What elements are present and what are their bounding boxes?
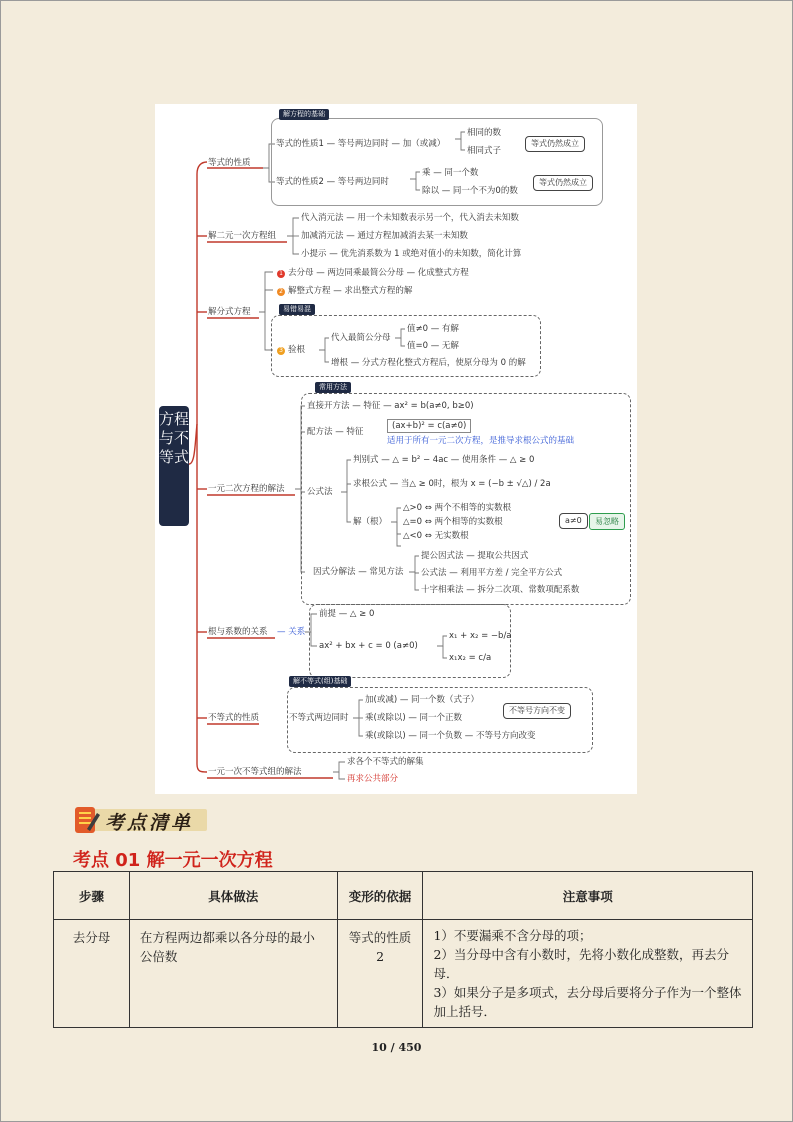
quadratic-root-case-3: △<0 ⇔ 无实数根 bbox=[403, 531, 469, 541]
branch-ineq-system: 一元一次不等式组的解法 bbox=[208, 767, 302, 777]
branch-vieta: 根与系数的关系 bbox=[208, 627, 268, 637]
fraction-step-3: 3 验根 bbox=[277, 345, 305, 355]
branch-fraction-eq: 解分式方程 bbox=[208, 307, 251, 317]
eq-property-2-result: 等式仍然成立 bbox=[533, 175, 593, 191]
quadratic-complete-note: 适用于所有一元二次方程，是推导求根公式的基础 bbox=[387, 436, 575, 446]
eq-property-1b: 相同式子 bbox=[467, 146, 502, 156]
header-basis: 变形的依据 bbox=[337, 872, 423, 920]
inequality-tag: 解不等式(组)基础 bbox=[289, 676, 351, 687]
inequality-result: 不等号方向不变 bbox=[503, 703, 571, 719]
eq-property-1a: 相同的数 bbox=[467, 128, 502, 138]
header-method: 具体做法 bbox=[129, 872, 337, 920]
cell-basis: 等式的性质 2 bbox=[337, 920, 423, 1028]
mind-map-root: 方程与不等式 bbox=[159, 406, 189, 526]
quadratic-formula: 公式法 bbox=[307, 487, 333, 497]
quadratic-roots-label: 解（根） bbox=[353, 517, 388, 527]
eq-property-2b: 除以 — 同一个不为0的数 bbox=[422, 186, 518, 196]
vieta-relation: — 关系 bbox=[277, 627, 306, 637]
mind-map bbox=[155, 104, 637, 794]
ineq-system-b: 再求公共部分 bbox=[347, 774, 399, 784]
quadratic-root-formula: 求根公式 — 当△ ≥ 0时，根为 x = (−b ± √△) / 2a bbox=[353, 479, 551, 489]
inequality-rule-1: 加(或减) — 同一个数（式子） bbox=[365, 695, 480, 705]
quadratic-direct: 直接开方法 — 特征 — ax² = b(a≠0, b≥0) bbox=[307, 401, 474, 411]
inequality-rule-3: 乘(或除以) — 同一个负数 — 不等号方向改变 bbox=[365, 731, 536, 741]
branch-eq-property: 等式的性质 bbox=[208, 158, 251, 168]
fraction-verify-sub: 代入最简公分母 bbox=[331, 333, 391, 343]
linear-system-1: 代入消元法 — 用一个未知数表示另一个，代入消去未知数 bbox=[301, 213, 519, 223]
fraction-verify-zero: 值=0 — 无解 bbox=[407, 341, 459, 351]
branch-inequality: 不等式的性质 bbox=[208, 713, 260, 723]
branch-linear-system: 解二元一次方程组 bbox=[208, 231, 277, 241]
quadratic-a-ne-0: a≠0 bbox=[559, 513, 588, 529]
linear-system-3: 小提示 — 优先消系数为 1 或绝对值小的未知数，简化计算 bbox=[301, 249, 522, 259]
quadratic-factor-2: 公式法 — 利用平方差 / 完全平方公式 bbox=[421, 568, 563, 578]
quadratic-tag: 常用方法 bbox=[315, 382, 351, 393]
page-number: 10 / 450 bbox=[371, 1041, 422, 1054]
note-3: 3）如果分子是多项式，去分母后要将分子作为一个整体加上括号． bbox=[433, 985, 742, 1019]
table-row bbox=[54, 920, 753, 1028]
section-title: 考点 01 解一元一次方程 bbox=[73, 850, 273, 871]
quadratic-easy-miss: 易忽略 bbox=[589, 513, 625, 530]
inequality-rule-2: 乘(或除以) — 同一个正数 bbox=[365, 713, 463, 723]
vieta-premise: 前提 — △ ≥ 0 bbox=[319, 609, 375, 619]
note-1: 1）不要漏乘不含分母的项； bbox=[433, 928, 592, 943]
kaodian-logo bbox=[73, 803, 211, 837]
vieta-sum: x₁ + x₂ = −b/a bbox=[449, 631, 512, 641]
quadratic-factor-1: 提公因式法 — 提取公共因式 bbox=[421, 551, 529, 561]
header-notes: 注意事项 bbox=[423, 872, 753, 920]
linear-system-2: 加减消元法 — 通过方程加减消去某一未知数 bbox=[301, 231, 468, 241]
vieta-product: x₁x₂ = c/a bbox=[449, 653, 492, 663]
cell-step: 去分母 bbox=[54, 920, 130, 1028]
fraction-extraneous: 增根 — 分式方程化整式方程后，使原分母为 0 的解 bbox=[331, 358, 526, 368]
cell-method: 在方程两边都乘以各分母的最小公倍数 bbox=[129, 920, 337, 1028]
quadratic-root-case-1: △>0 ⇔ 两个不相等的实数根 bbox=[403, 503, 512, 513]
fraction-step-2: 2 解整式方程 — 求出整式方程的解 bbox=[277, 286, 412, 296]
cell-notes bbox=[423, 920, 753, 1028]
inequality-main: 不等式两边同时 bbox=[289, 713, 349, 723]
quadratic-factor: 因式分解法 — 常见方法 bbox=[313, 567, 404, 577]
eq-property-2a: 乘 — 同一个数 bbox=[422, 168, 479, 178]
steps-table bbox=[53, 871, 753, 1028]
vieta-equation: ax² + bx + c = 0 (a≠0) bbox=[319, 641, 418, 651]
quadratic-root-case-2: △=0 ⇔ 两个相等的实数根 bbox=[403, 517, 503, 527]
ineq-system-a: 求各个不等式的解集 bbox=[347, 757, 424, 767]
eq-property-1: 等式的性质1 — 等号两边同时 — 加（或减） bbox=[276, 139, 446, 149]
quadratic-complete: 配方法 — 特征 bbox=[307, 427, 364, 437]
fraction-tag: 易错易混 bbox=[279, 304, 315, 315]
note-2: 2）当分母中含有小数时，先将小数化成整数，再去分母． bbox=[433, 947, 729, 981]
branch-quadratic: 一元二次方程的解法 bbox=[208, 484, 285, 494]
fraction-step-1: 1 去分母 — 两边同乘最简公分母 — 化成整式方程 bbox=[277, 268, 469, 278]
eq-property-1-result: 等式仍然成立 bbox=[525, 136, 585, 152]
header-step: 步骤 bbox=[54, 872, 130, 920]
quadratic-complete-formula: (ax+b)² = c(a≠0) bbox=[387, 419, 471, 433]
logo-text: 考点清单 bbox=[105, 812, 194, 834]
table-header-row bbox=[54, 872, 753, 920]
eq-property-2: 等式的性质2 — 等号两边同时 bbox=[276, 177, 389, 187]
quadratic-discriminant: 判别式 — △ = b² − 4ac — 使用条件 — △ ≥ 0 bbox=[353, 455, 535, 465]
eq-property-tag: 解方程的基础 bbox=[279, 109, 329, 120]
fraction-verify-nonzero: 值≠0 — 有解 bbox=[407, 324, 459, 334]
quadratic-factor-3: 十字相乘法 — 拆分二次项、常数项配系数 bbox=[421, 585, 580, 595]
